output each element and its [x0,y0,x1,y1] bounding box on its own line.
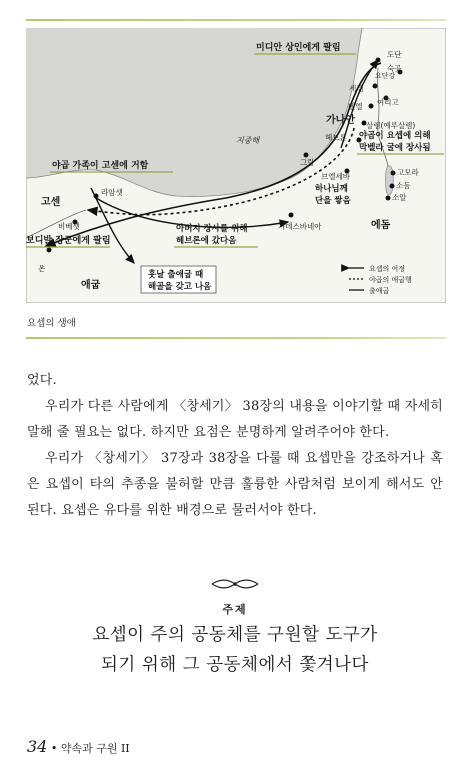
map-label-kadesh: 가데스바네아 [278,222,322,231]
map-label-ramses: 라암셋 [101,188,123,197]
map-label-jacob-goshen: 야곱 가족이 고센에 거함 [52,161,149,171]
map-label-gerar: 그랄 [300,158,315,167]
map-label-on: 온 [38,264,46,273]
map-label-shechem: 세겜 [349,84,364,93]
map-label-potiphar: 보디발 장군에게 팔림 [26,236,111,246]
map-label-altar-1: 하나님께 [315,184,348,194]
dead-sea [385,166,393,195]
map-label-father-hebron-2: 헤브론에 갔다옴 [176,236,237,246]
map-label-hebron: 헤브론 [325,133,347,142]
map-label-bones-2: 해골을 갖고 나옴 [148,282,212,292]
map-label-salem: 살렘(예루살렘) [366,121,416,130]
map-label-bethel: 벧엘 [348,102,363,111]
map-label-midian: 미디안 상인에게 팔림 [256,43,341,53]
map-caption: 요셉의 생애 [27,318,76,329]
map-label-zoar: 소알 [392,193,407,202]
map-label-egypt: 애굽 [81,280,101,291]
theme-line-1: 요셉이 주의 공동체를 구원할 도구가 [92,625,378,645]
map-label-father-hebron-1: 아버지 장사를 위해 [176,224,248,234]
map-label-pibeseth: 비베셋 [58,222,80,231]
paragraph-1: 었다. [27,373,57,388]
theme-line-2: 되기 위해 그 공동체에서 쫓겨나다 [101,655,369,675]
paragraph-3: 우리가 〈창세기〉 37장과 38장을 다룰 때 요셉만을 강조하거나 혹은 요셉이 타의 추종을 불허할 만큼 훌륭한 사람처럼 보이게 해서도 안 된다. 요셉은 유다를 위한 배경으로 물러서야 한다. [27,451,443,518]
map-label-edom: 에돔 [371,220,391,231]
map-label-sodom: 소돔 [396,181,411,190]
map-label-jacob-buried-2: 막벨라 굴에 장사됨 [359,143,431,153]
paragraph-2: 우리가 다른 사람에게 〈창세기〉 38장의 내용을 이야기할 때 자세히 말해 줄 필요는 없다. 하지만 요점은 분명하게 알려주어야 한다. [27,399,443,440]
map-label-jericho: 여리고 [377,98,399,107]
map-label-goshen: 고센 [41,197,61,208]
book-title: • 약속과 구원 II [50,742,130,755]
map-label-canaan: 가나안 [326,115,355,126]
page-footer [27,737,130,756]
ornament-icon [210,577,260,591]
theme-label: 주제 [222,603,248,616]
svg-text:요셉의 여정: 요셉의 여정 [369,265,406,273]
map-label-gomorrah: 고모라 [397,168,419,177]
map-label-dothan: 도단 [387,50,402,59]
svg-text:야곱의 애굽행: 야곱의 애굽행 [369,276,412,284]
mid-rule [26,337,446,339]
map-label-altar-2: 단을 쌓음 [315,196,351,206]
map-label-sea: 지중해 [236,136,260,145]
svg-text:출애굽: 출애굽 [369,287,390,295]
map-label-succoth: 숙곳 [387,64,402,73]
page-number: 34 [27,737,48,756]
joseph-life-map [26,28,446,303]
map-label-bones-1: 훗날 출애굽 때 [148,270,204,280]
map-label-jordan: 요단강 [375,72,396,80]
map-label-beersheba: 브엘세바 [321,172,350,181]
map-label-jacob-buried-1: 야곱이 요셉에 의해 [359,131,431,141]
top-rule [26,19,446,21]
